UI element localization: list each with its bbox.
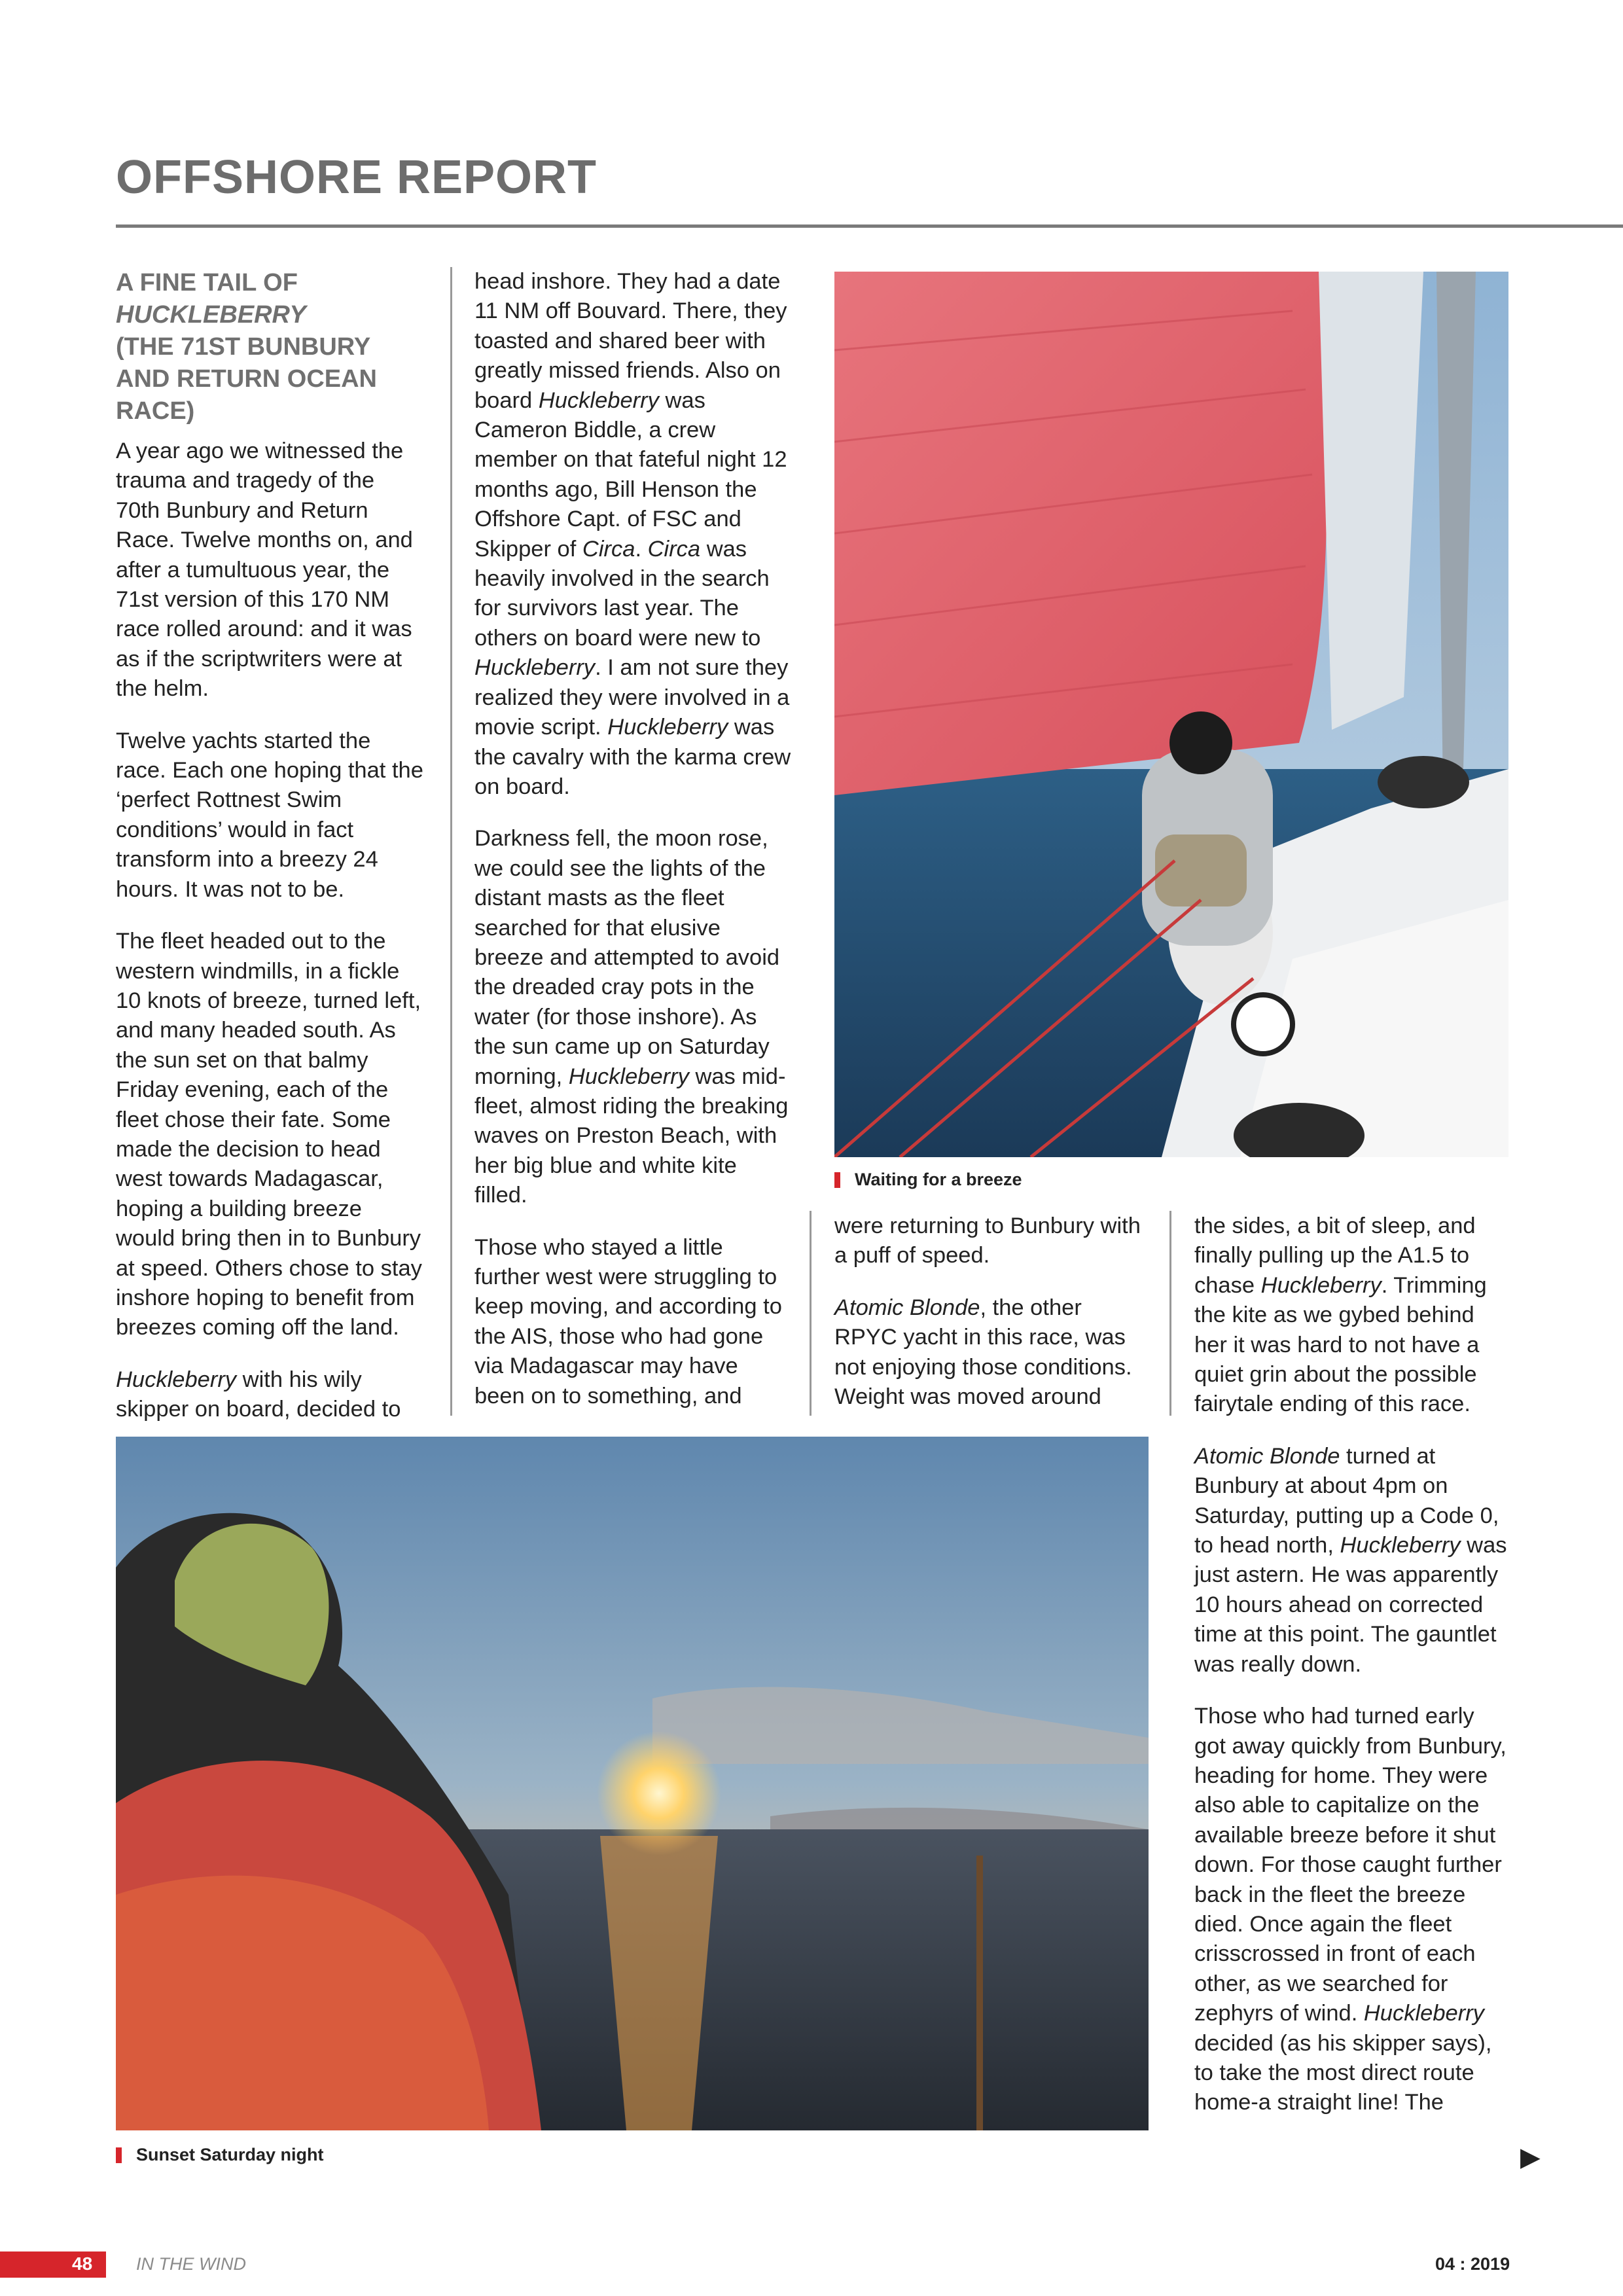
paragraph: The fleet headed out to the western windmills, in a fickle 10 knots of breeze, turned left, and many headed south. As the sun set on that balmy Friday evening, each of the fleet chose their fate. Some made the decision to head west towards Madagascar, hoping a building breeze would bring then in to Bunbury at speed. Others chose to stay inshore hoping to benefit from breezes coming off the land.: [116, 929, 422, 1340]
boat-name: Huckleberry: [568, 1064, 689, 1089]
paragraph-text: with his wily skipper on board, decided to: [116, 1367, 401, 1422]
headline-line-2: HUCKLEBERRY: [116, 301, 306, 329]
paragraph-text: . Trimming the kite as we gybed behind her it was hard to not have a quiet grin about the possible fairytale ending of this race.: [1194, 1272, 1487, 1417]
photo-waiting-for-breeze: [834, 272, 1508, 1157]
paragraph-text: the sides, a bit of sleep, and finally pulling up the A1.5 to chase: [1194, 1213, 1476, 1298]
boat-name: Huckleberry: [474, 655, 596, 681]
boat-name: Huckleberry: [607, 715, 728, 740]
boat-name: Atomic Blonde: [834, 1295, 980, 1320]
caption-top-photo: [834, 1170, 1022, 1190]
boat-name: Huckleberry: [538, 387, 659, 413]
photo-sunset: [116, 1437, 1149, 2130]
column-4: [1194, 1211, 1512, 2140]
caption-text: Waiting for a breeze: [855, 1170, 1022, 1189]
column-divider: [810, 1211, 812, 1416]
paragraph-text: decided (as his skipper says), to take the most direct route home-a straight line! The: [1194, 2030, 1492, 2115]
column-divider: [450, 267, 452, 1416]
paragraph-text: was the cavalry with the karma crew on board.: [474, 715, 791, 799]
play-triangle-icon: ▶: [1520, 2143, 1541, 2172]
paragraph: [1194, 1211, 1512, 1420]
paragraph: [474, 267, 792, 802]
paragraph: [1194, 1702, 1512, 2118]
headline-line-1: A FINE TAIL OF: [116, 269, 298, 296]
paragraph: [834, 1293, 1145, 1412]
paragraph-text: was Cameron Biddle, a crew member on that fateful night 12 months ago, Bill Henson the Offshore Capt. of FSC and Skipper of: [474, 387, 787, 562]
paragraph: Twelve yachts started the race. Each one hoping that the ‘perfect Rottnest Swim conditions’ would in fact transform into a breezy 24 hours. It was not to be.: [116, 728, 423, 902]
paragraph: [474, 824, 792, 1210]
article-headline: [116, 267, 423, 427]
boat-name: Huckleberry: [1363, 2001, 1484, 2026]
paragraph-text: Darkness fell, the moon rose, we could see the lights of the distant masts as the fleet searched for that elusive breeze and attempted to avoid the dreaded cray pots in the water (for those inshore). As the sun came up on Saturday morning,: [474, 826, 780, 1089]
boat-name: Huckleberry: [1260, 1272, 1382, 1298]
paragraph-text: . I am not sure they realized they were involved in a movie script.: [474, 655, 790, 740]
column-1: [116, 267, 423, 1447]
paragraph: [116, 1365, 423, 1425]
headline-line-3: (THE 71ST BUNBURY AND RETURN OCEAN RACE): [116, 333, 377, 425]
column-2: [474, 267, 792, 1433]
page-number: 48: [72, 2253, 93, 2274]
paragraph-text: Those who had turned early got away quickly from Bunbury, heading for home. They were also able to capitalize on the available breeze before it shut down. For those caught further back in the fleet the breeze died. Once again the fleet crisscrossed in front of each other, as we searched for zephyrs of wind.: [1194, 1704, 1507, 2026]
caption-marker: [116, 2147, 122, 2163]
paragraph: Those who stayed a little further west were struggling to keep moving, and according to the AIS, those who had gone via Madagascar may have been on to something, and: [474, 1234, 782, 1408]
paragraph-text: , the other RPYC yacht in this race, was not enjoying those conditions. Weight was moved around: [834, 1295, 1132, 1410]
paragraph-text: was heavily involved in the search for survivors last year. The others on board were new to: [474, 536, 770, 651]
paragraph-text: was mid-fleet, almost riding the breaking waves on Preston Beach, with her big blue and white kite filled.: [474, 1064, 789, 1208]
column-3: [834, 1211, 1145, 1434]
caption-marker: [834, 1172, 840, 1188]
paragraph-text: .: [635, 536, 648, 562]
boat-name: Huckleberry: [116, 1367, 237, 1392]
paragraph: A year ago we witnessed the trauma and tragedy of the 70th Bunbury and Return Race. Twelve months on, and after a tumultuous year, the 71st version of this 170 NM race rolled around: and it was as if the scriptwriters were at the helm.: [116, 439, 413, 702]
column-divider: [1169, 1211, 1171, 1416]
caption-bottom-photo: [116, 2145, 324, 2165]
title-divider: [116, 224, 1623, 228]
paragraph: [1194, 1442, 1512, 1679]
magazine-name: IN THE WIND: [136, 2254, 246, 2274]
boat-name: Circa: [647, 536, 701, 562]
paragraph-text: head inshore. They had a date 11 NM off Bouvard. There, they toasted and shared beer with greatly missed friends. Also on board: [474, 269, 787, 413]
boat-name: Huckleberry: [1340, 1533, 1461, 1558]
section-title: OFFSHORE REPORT: [116, 151, 597, 204]
boat-name: Atomic Blonde: [1194, 1443, 1340, 1469]
caption-text: Sunset Saturday night: [136, 2145, 324, 2164]
paragraph-text: turned at Bunbury at about 4pm on Saturday, putting up a Code 0, to head north,: [1194, 1443, 1499, 1558]
paragraph-text: was just astern. He was apparently 10 hours ahead on corrected time at this point. The gauntlet was really down.: [1194, 1533, 1507, 1677]
paragraph: were returning to Bunbury with a puff of speed.: [834, 1213, 1141, 1268]
issue-date: 04 : 2019: [1435, 2254, 1510, 2274]
boat-name: Circa: [582, 536, 635, 562]
